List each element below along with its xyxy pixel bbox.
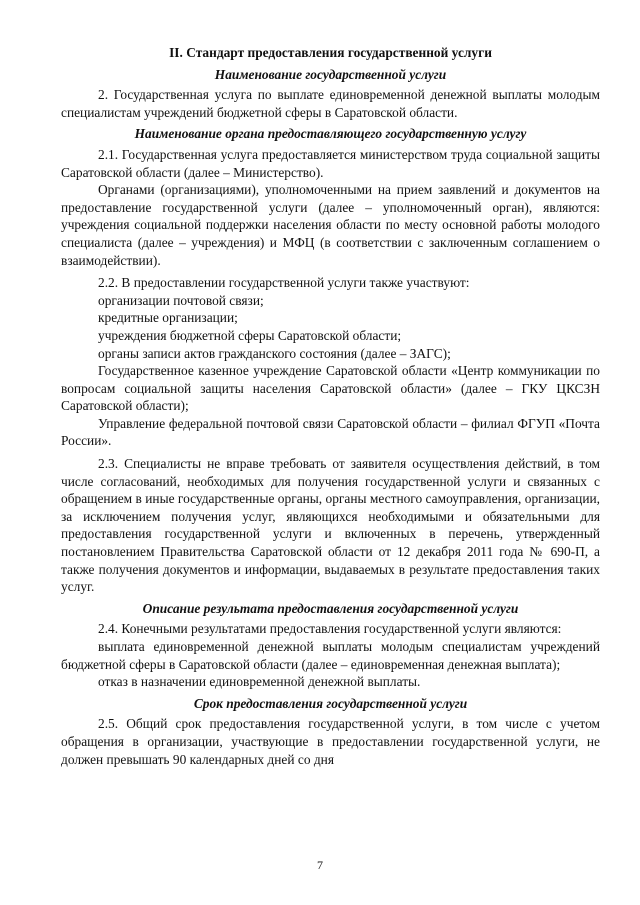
list-item-payment: выплата единовременной денежной выплаты молодым специалистам учреждений бюджетной сферы в Саратовской области (далее – единовременная денежная выплата); <box>61 639 600 672</box>
list-item-budget-institutions: учреждения бюджетной сферы Саратовской области; <box>98 327 402 343</box>
list-item-credit: кредитные организации; <box>98 310 238 326</box>
list-item-postal: организации почтовой связи; <box>98 292 264 308</box>
heading-result: Описание результата предоставления государственной услуги <box>142 600 519 616</box>
list-item-zags: органы записи актов гражданского состояния (далее – ЗАГС); <box>98 345 451 361</box>
page-number: 7 <box>317 858 323 872</box>
list-item-gku-ckszn: Государственное казенное учреждение Саратовской области «Центр коммуникации по вопросам социальной защиты населения Саратовской области» (далее – ГКУ ЦКСЗН Саратовской области); <box>61 363 600 414</box>
section-title: II. Стандарт предоставления государственной услуги <box>169 45 492 60</box>
paragraph-2-1: 2.1. Государственная услуга предоставляется министерством труда социальной защиты Саратовской области (далее – Министерство). <box>61 146 600 180</box>
paragraph-2-2: 2.2. В предоставлении государственной услуги также участвуют: <box>98 275 470 291</box>
heading-service-name: Наименование государственной услуги <box>214 66 447 82</box>
paragraph-2: 2. Государственная услуга по выплате единовременной денежной выплаты молодым специалистам учреждений бюджетной сферы в Саратовской области. <box>61 87 600 120</box>
list-item-post-office: Управление федеральной почтовой связи Саратовской области – филиал ФГУП «Почта России». <box>61 415 600 449</box>
heading-term: Срок предоставления государственной услуги <box>193 695 468 711</box>
paragraph-2-4: 2.4. Конечными результатами предоставления государственной услуги являются: <box>98 621 562 637</box>
heading-providing-body: Наименование органа предоставляющего государственную услугу <box>134 126 527 142</box>
paragraph-2-5: 2.5. Общий срок предоставления государственной услуги, в том числе с учетом обращения в организации, участвующие в предоставлении государственной услуги, не должен превышать 90 календарных дней со дня <box>61 716 600 767</box>
paragraph-authorized-bodies: Органами (организациями), уполномоченными на прием заявлений и документов на предоставление государственной услуги (далее – уполномоченный орган), являются: учреждения социальной поддержки населения области по месту основной работы молодого специалиста (далее – учреждения) и МФЦ (в соответствии с заключенным соглашением о взаимодействии). <box>61 182 600 268</box>
paragraph-2-3: 2.3. Специалисты не вправе требовать от заявителя осуществления действий, в том числе согласований, необходимых для получения государственной услуги и связанных с обращением в иные государственные органы, органы местного самоуправления, организации, за исключением получения услуг, являющихся необходимыми и обязательными для предоставления государственной услуги и включенных в перечень, утвержденный постановлением Правительства Саратовской области от 12 декабря 2011 года № 690-П, а также получения документов и информации, выдаваемых в результате предоставления таких услуг. <box>61 456 600 595</box>
list-item-refusal: отказ в назначении единовременной денежной выплаты. <box>98 674 421 690</box>
